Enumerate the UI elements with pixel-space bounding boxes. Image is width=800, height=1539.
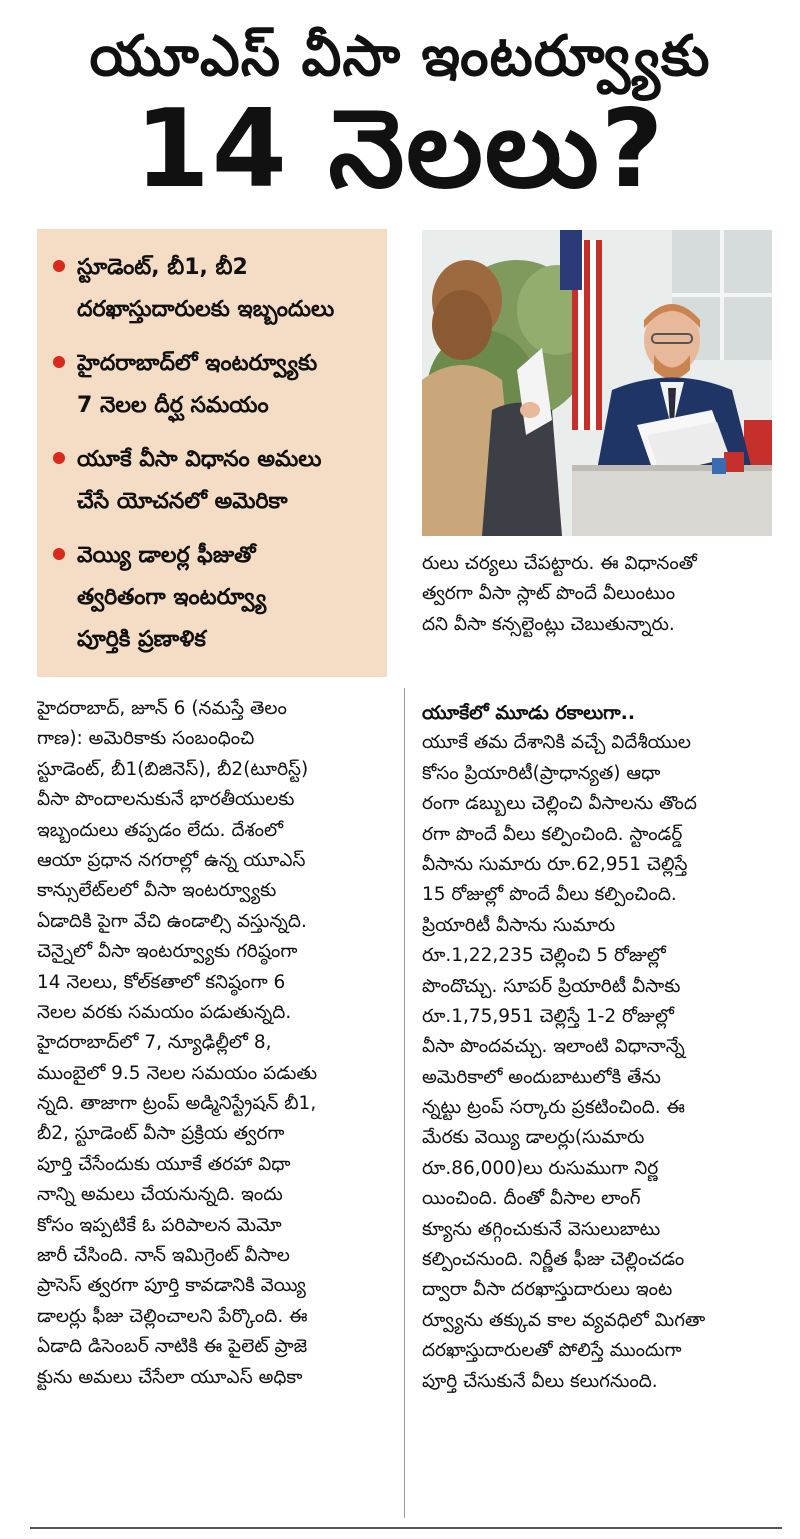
text-line: రులు చర్యలు చేపట్టారు. ఈ విధానంతో bbox=[422, 553, 697, 574]
text-line: ద్వారా వీసా దరఖాస్తుదారులు ఇంట bbox=[422, 1279, 673, 1301]
text-line: వీసా పొందవచ్చు. ఇలాంటి విధానాన్నే bbox=[422, 1036, 685, 1058]
text-line: రూ.86,000)లు రుసుముగా నిర్ణ bbox=[422, 1157, 659, 1179]
bullet-icon bbox=[53, 356, 65, 368]
text-line: న్నది. తాజాగా ట్రంప్ అడ్మినిస్ట్రేషన్ బీ1, bbox=[37, 1093, 317, 1115]
text-line: నాన్ని అమలు చేయనున్నది. ఇందు bbox=[37, 1184, 283, 1206]
column-divider bbox=[404, 688, 405, 1518]
text-line: వీసాను సుమారు రూ.62,951 చెల్లిస్తే bbox=[422, 853, 688, 875]
text-line: ప్రియారిటీ వీసాను సుమారు bbox=[422, 914, 616, 936]
highlight-item bbox=[53, 247, 373, 331]
bullet-icon bbox=[53, 452, 65, 464]
text-line: రూ.1,75,951 చెల్లిస్తే 1-2 రోజుల్లో bbox=[422, 1005, 674, 1027]
text-line: ర్వ్యూను తక్కువ కాల వ్యవధిలో మిగతా bbox=[422, 1309, 706, 1331]
highlight-line: దరఖాస్తుదారులకు ఇబ్బందులు bbox=[77, 297, 335, 322]
highlight-line: హైదరాబాద్‌లో ఇంటర్వ్యూకు bbox=[77, 351, 318, 376]
headline-line-1: యూఎస్‌ వీసా ఇంటర్వ్యూకు bbox=[89, 24, 711, 89]
text-line: పూర్తి చేసుకునే వీలు కలుగనుంది. bbox=[422, 1370, 658, 1392]
photo-illustration bbox=[422, 230, 772, 536]
highlights-box bbox=[37, 229, 387, 677]
bullet-icon bbox=[53, 260, 65, 272]
text-line: దరఖాస్తుదారులతో పోలిస్తే ముందుగా bbox=[422, 1340, 682, 1362]
text-line: మేరకు వెయ్యి డాలర్లు(సుమారు bbox=[422, 1127, 645, 1149]
text-line: రగా పొందే వీలు కల్పించింది. స్టాండర్డ్ bbox=[422, 823, 683, 845]
text-line: పొందొచ్చు. సూపర్ ప్రియారిటీ వీసాకు bbox=[422, 975, 681, 997]
text-line: యూకే తమ దేశానికి వచ్చే విదేశీయుల bbox=[422, 732, 691, 754]
text-line: త్వరగా వీసా స్లాట్ పొందే వీలుంటుం bbox=[422, 583, 676, 605]
text-line: 14 నెలలు, కోల్‌కతాలో కనిష్ఠంగా 6 bbox=[37, 971, 286, 993]
text-line: 15 రోజుల్లో పొందే వీలు కల్పించింది. bbox=[422, 884, 677, 906]
section-subheading: యూకేలో మూడు రకాలుగా.. bbox=[422, 702, 636, 724]
text-line: చెన్నైలో వీసా ఇంటర్వ్యూకు గరిష్ఠంగా bbox=[37, 941, 298, 963]
text-line: హైదరాబాద్, జూన్ 6 (నమస్తే తెలం bbox=[37, 698, 287, 719]
highlight-line: త్వరితంగా ఇంటర్వ్యూ bbox=[77, 585, 267, 610]
text-line: కోసం ప్రియారిటీ(ప్రాధాన్యత) ఆధా bbox=[422, 762, 661, 784]
bullet-icon bbox=[53, 548, 65, 560]
text-line: ఏడాది డిసెంబర్ నాటికి ఈ పైలెట్ ప్రాజె bbox=[37, 1336, 308, 1358]
text-line: డాలర్లు ఫీజు చెల్లించాలని పేర్కొంది. ఈ bbox=[37, 1305, 308, 1327]
text-line: బీ2, స్టూడెంట్ వీసా ప్రక్రియ త్వరగా bbox=[37, 1123, 285, 1145]
text-line: పూర్తి చేసేందుకు యూకే తరహా విధా bbox=[37, 1153, 291, 1175]
visa-interview-photo bbox=[422, 230, 772, 536]
highlight-line: పూర్తికి ప్రణాళిక bbox=[77, 627, 206, 652]
headline-line-2: 14 నెలలు? bbox=[134, 87, 666, 212]
highlight-item bbox=[53, 535, 373, 661]
text-line: రూ.1,22,235 చెల్లించి 5 రోజుల్లో bbox=[422, 945, 666, 967]
text-line: న్నట్టు ట్రంప్ సర్కారు ప్రకటించింది. ఈ bbox=[422, 1097, 685, 1119]
text-line: నెలల వరకు సమయం పడుతున్నది. bbox=[37, 1001, 292, 1023]
text-line: అమెరికాలో అందుబాటులోకి తేను bbox=[422, 1066, 661, 1088]
text-line: వీసా పొందాలనుకునే భారతీయులకు bbox=[37, 789, 295, 811]
highlight-item bbox=[53, 343, 373, 427]
left-article-column bbox=[37, 694, 387, 1393]
text-line: కల్పించనుంది. నిర్ణీత ఫీజు చెల్లించడం bbox=[422, 1249, 685, 1271]
highlight-line: వెయ్యి డాలర్ల ఫీజుతో bbox=[77, 543, 256, 568]
text-line: యించింది. దీంతో వీసాల లాంగ్ bbox=[422, 1188, 641, 1210]
bottom-rule bbox=[30, 1527, 782, 1529]
text-line: ఆయా ప్రధాన నగరాల్లో ఉన్న యూఎస్ bbox=[37, 849, 306, 871]
highlight-line: యూకే వీసా విధానం అమలు bbox=[77, 447, 322, 472]
text-line: క్టును అమలు చేసేలా యూఎస్ అధికా bbox=[37, 1366, 303, 1388]
text-line: దని వీసా కన్సల్టెంట్లు చెబుతున్నారు. bbox=[422, 613, 675, 635]
text-line: ఇబ్బందులు తప్పడం లేదు. దేశంలో bbox=[37, 819, 284, 841]
text-line: హైదరాబాద్‌లో 7, న్యూఢిల్లీలో 8, bbox=[37, 1032, 272, 1054]
highlight-line: 7 నెలల దీర్ఘ సమయం bbox=[77, 393, 269, 418]
highlight-item bbox=[53, 439, 373, 523]
text-line: ప్రాసెస్ త్వరగా పూర్తి కావడానికి వెయ్యి bbox=[37, 1275, 306, 1297]
right-column-continuation bbox=[422, 549, 774, 640]
text-line: కాన్సులేట్‌లలో వీసా ఇంటర్వ్యూకు bbox=[37, 880, 277, 902]
text-line: కోసం ఇప్పటికే ఓ పరిపాలన మెమో bbox=[37, 1214, 282, 1236]
text-line: గాణ): అమెరికాకు సంబంధించి bbox=[37, 728, 255, 750]
text-line: జారీ చేసింది. నాన్ ఇమిగ్రెంట్ వీసాల bbox=[37, 1245, 290, 1267]
text-line: ముంబైలో 9.5 నెలల సమయం పడుతు bbox=[37, 1062, 318, 1084]
highlight-line: స్టూడెంట్, బీ1, బీ2 bbox=[77, 255, 248, 280]
highlight-line: చేసే యోచనలో అమెరికా bbox=[77, 489, 288, 514]
text-line: ఏడాదికి పైగా వేచి ఉండాల్సి వస్తున్నది. bbox=[37, 910, 307, 932]
text-line: రంగా డబ్బులు చెల్లించి వీసాలను తొంద bbox=[422, 793, 697, 815]
text-line: స్టూడెంట్, బీ1(బిజినెస్), బీ2(టూరిస్ట్) bbox=[37, 758, 309, 780]
right-article-column bbox=[422, 698, 774, 1397]
text-line: క్యూను తగ్గించుకునే వెసులుబాటు bbox=[422, 1218, 661, 1240]
